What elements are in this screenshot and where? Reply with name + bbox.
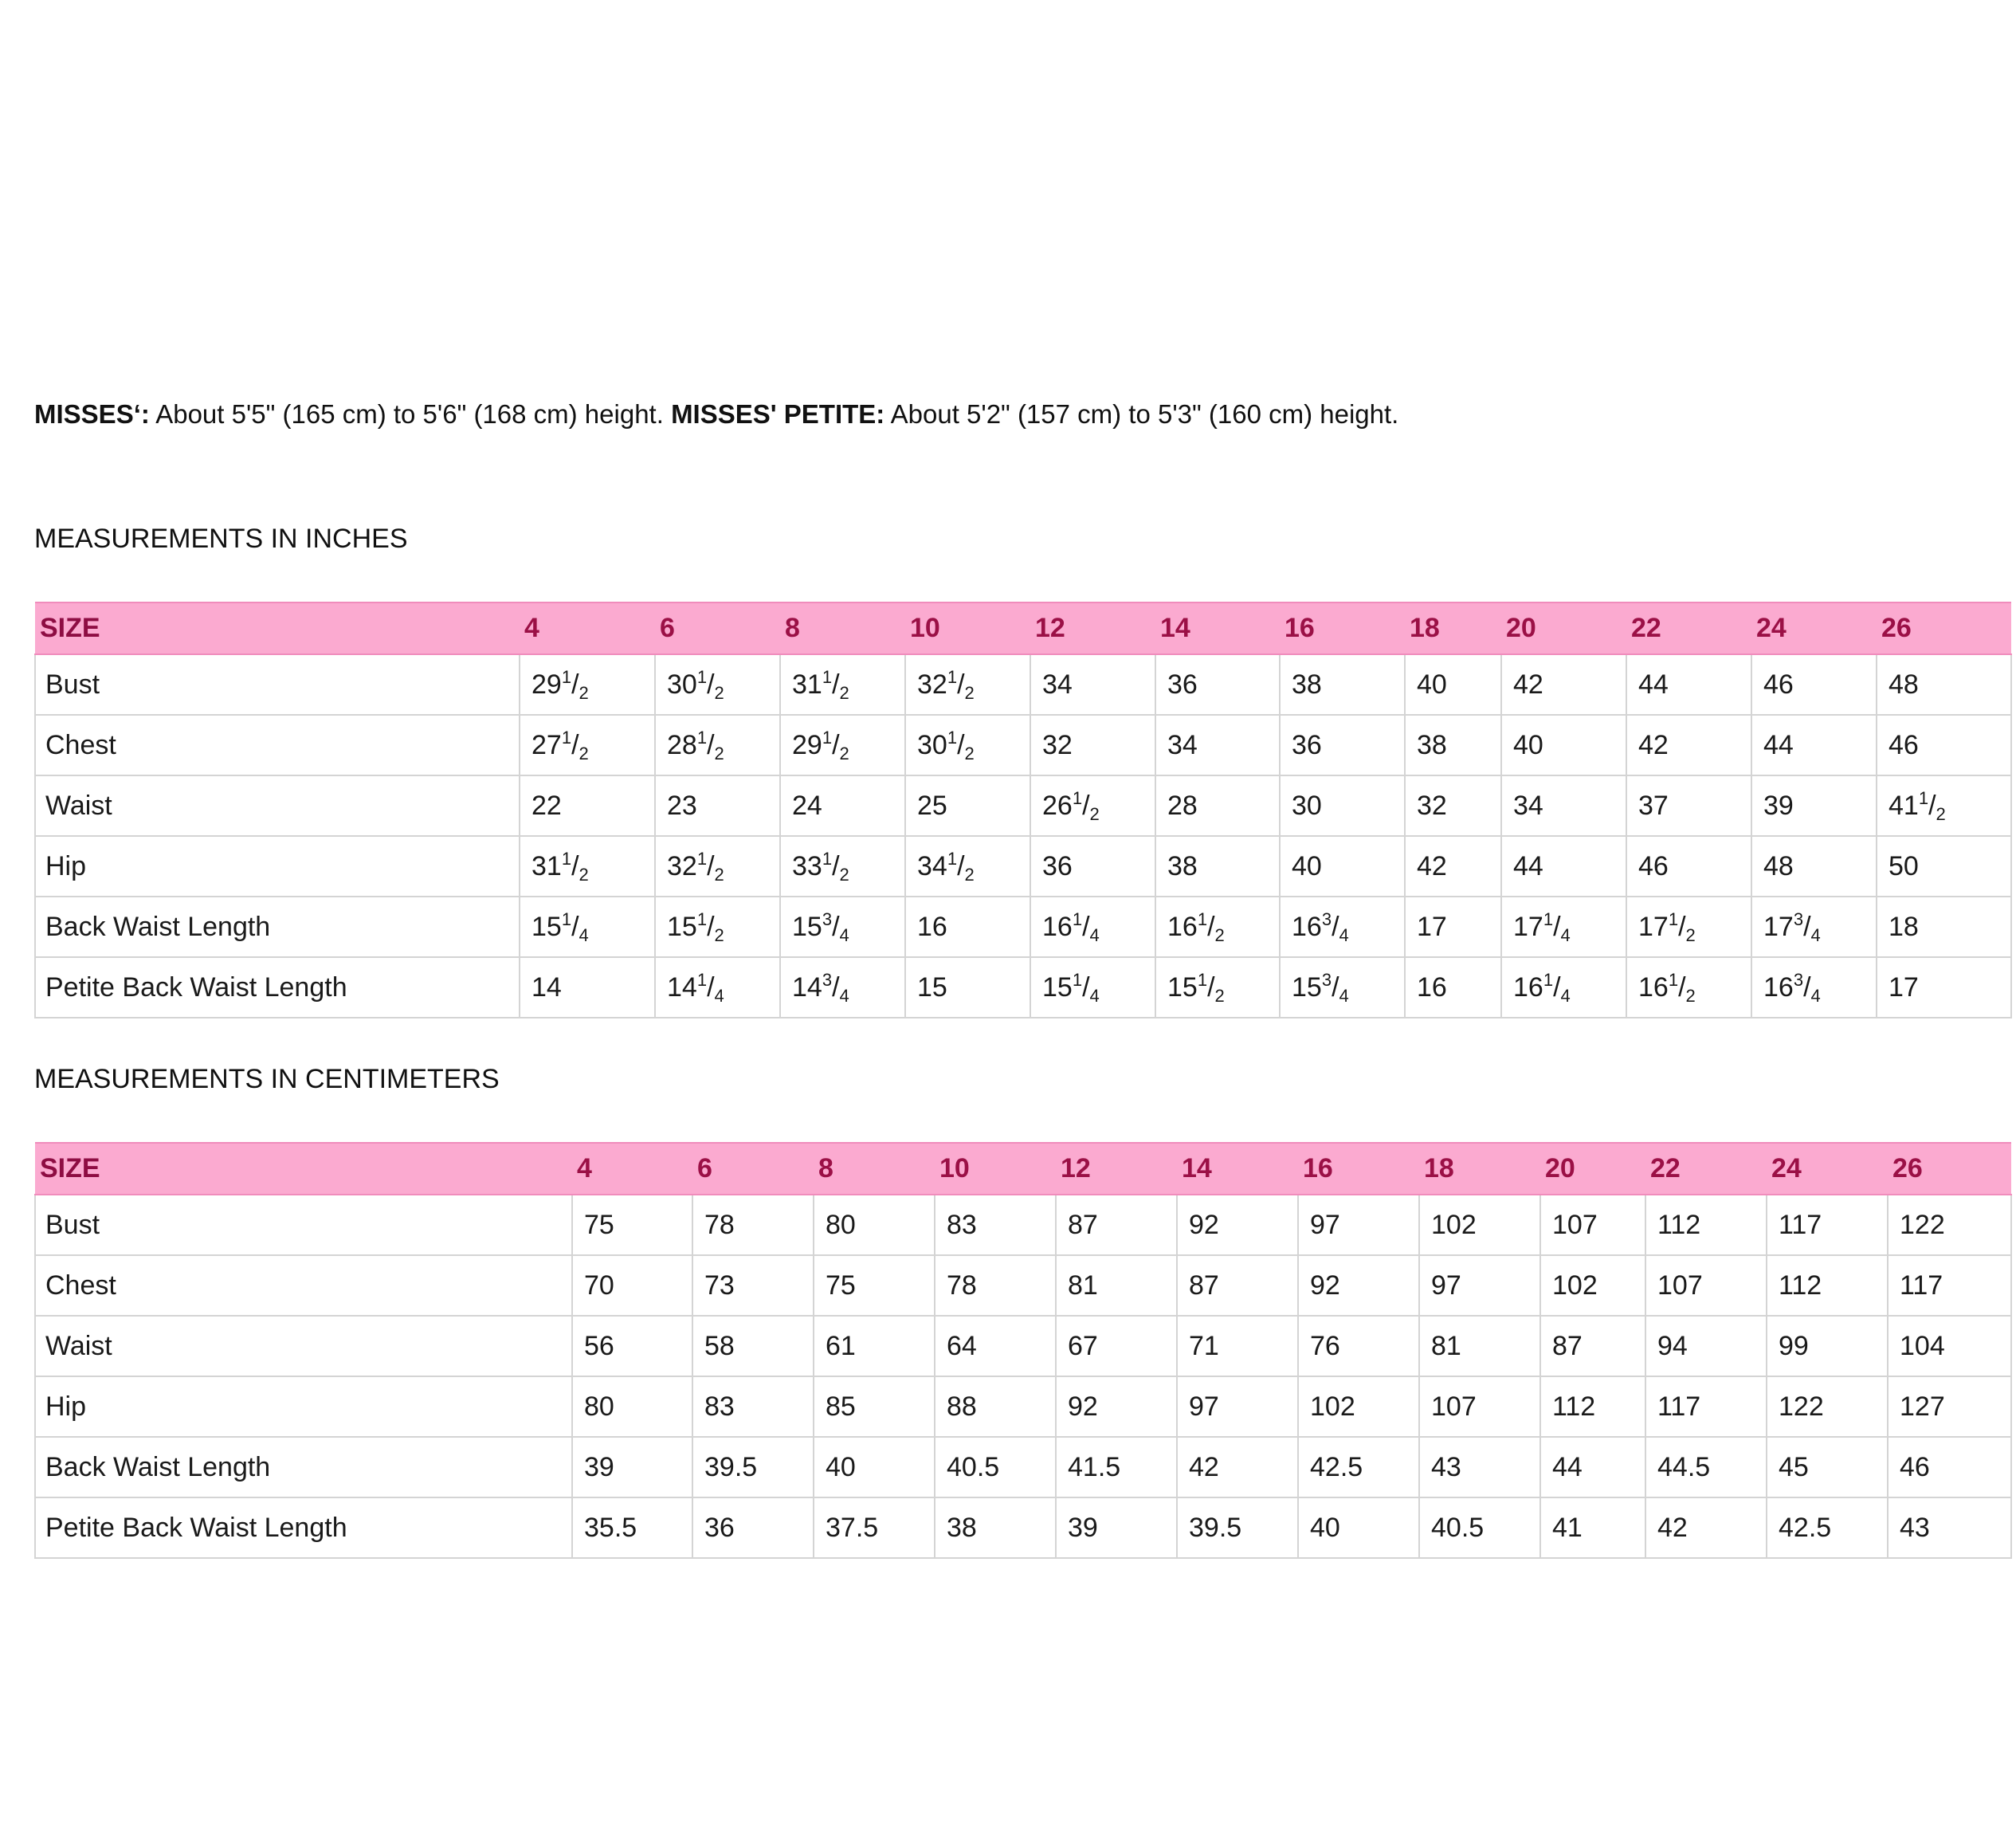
table-row: [35, 1437, 2011, 1497]
measurement-cell: 99: [1767, 1316, 1888, 1376]
measurement-cell: 17: [1877, 957, 2011, 1018]
measurement-cell: 75: [572, 1195, 692, 1255]
measurement-cell: 78: [935, 1255, 1056, 1316]
row-label: Hip: [35, 1376, 572, 1437]
inches-header-row: [35, 602, 2011, 654]
measurement-cell: 32: [1405, 775, 1501, 836]
size-column-header: 10: [905, 602, 1030, 654]
measurement-cell: $17^1/_2$: [1626, 897, 1751, 957]
size-column-header: 20: [1501, 602, 1626, 654]
measurement-cell: 78: [692, 1195, 814, 1255]
measurement-cell: $31^1/_2$: [780, 654, 905, 715]
size-column-header: 20: [1540, 1143, 1645, 1195]
measurement-cell: 38: [935, 1497, 1056, 1558]
measurement-cell: 56: [572, 1316, 692, 1376]
measurement-cell: 122: [1888, 1195, 2011, 1255]
measurement-cell: $15^1/_2$: [1155, 957, 1280, 1018]
row-label: Back Waist Length: [35, 897, 520, 957]
petite-height-text: About 5'2" (157 cm) to 5'3" (160 cm) height.: [884, 399, 1399, 429]
measurement-cell: 32: [1030, 715, 1155, 775]
measurement-cell: 41.5: [1056, 1437, 1177, 1497]
measurement-cell: 25: [905, 775, 1030, 836]
measurement-cell: 92: [1056, 1376, 1177, 1437]
measurement-cell: 35.5: [572, 1497, 692, 1558]
measurement-cell: 83: [935, 1195, 1056, 1255]
row-label: Petite Back Waist Length: [35, 1497, 572, 1558]
measurement-cell: 73: [692, 1255, 814, 1316]
size-column-header: 8: [814, 1143, 935, 1195]
measurement-cell: 117: [1767, 1195, 1888, 1255]
measurement-cell: 38: [1280, 654, 1405, 715]
row-label: Waist: [35, 775, 520, 836]
measurement-cell: $30^1/_2$: [655, 654, 780, 715]
measurement-cell: 34: [1155, 715, 1280, 775]
measurement-cell: 46: [1877, 715, 2011, 775]
row-label: Petite Back Waist Length: [35, 957, 520, 1018]
measurement-cell: 112: [1540, 1376, 1645, 1437]
measurement-cell: $17^3/_4$: [1751, 897, 1877, 957]
centimeters-header-row: [35, 1143, 2011, 1195]
measurement-cell: 46: [1626, 836, 1751, 897]
size-column-header: 12: [1030, 602, 1155, 654]
size-column-header: 18: [1419, 1143, 1540, 1195]
measurement-cell: 87: [1177, 1255, 1298, 1316]
measurement-cell: 15: [905, 957, 1030, 1018]
measurement-cell: 97: [1177, 1376, 1298, 1437]
measurement-cell: 45: [1767, 1437, 1888, 1497]
measurement-cell: 39.5: [692, 1437, 814, 1497]
measurement-cell: 61: [814, 1316, 935, 1376]
measurement-cell: 107: [1540, 1195, 1645, 1255]
measurement-cell: 102: [1419, 1195, 1540, 1255]
size-column-header: 16: [1298, 1143, 1419, 1195]
measurement-cell: $16^3/_4$: [1280, 897, 1405, 957]
measurement-cell: 24: [780, 775, 905, 836]
measurement-cell: $29^1/_2$: [520, 654, 655, 715]
measurement-cell: 14: [520, 957, 655, 1018]
measurement-cell: 16: [905, 897, 1030, 957]
measurement-cell: 88: [935, 1376, 1056, 1437]
size-column-header: 24: [1751, 602, 1877, 654]
table-row: [35, 1195, 2011, 1255]
size-column-header: 8: [780, 602, 905, 654]
size-column-header: 4: [572, 1143, 692, 1195]
measurement-cell: 70: [572, 1255, 692, 1316]
table-row: [35, 654, 2011, 715]
size-column-header: 14: [1155, 602, 1280, 654]
measurement-cell: $29^1/_2$: [780, 715, 905, 775]
measurement-cell: 97: [1419, 1255, 1540, 1316]
measurement-cell: 81: [1056, 1255, 1177, 1316]
size-column-header: 10: [935, 1143, 1056, 1195]
measurement-cell: 87: [1056, 1195, 1177, 1255]
measurement-cell: 40: [1501, 715, 1626, 775]
measurement-cell: 58: [692, 1316, 814, 1376]
measurement-cell: 44: [1540, 1437, 1645, 1497]
measurement-cell: 85: [814, 1376, 935, 1437]
measurement-cell: 44: [1501, 836, 1626, 897]
size-column-header: 26: [1888, 1143, 2011, 1195]
measurement-cell: $16^1/_4$: [1030, 897, 1155, 957]
measurement-cell: 39: [1056, 1497, 1177, 1558]
measurement-cell: 81: [1419, 1316, 1540, 1376]
measurement-cell: $15^1/_4$: [1030, 957, 1155, 1018]
measurement-cell: $26^1/_2$: [1030, 775, 1155, 836]
inches-section-title: MEASUREMENTS IN INCHES: [34, 524, 408, 554]
table-row: [35, 715, 2011, 775]
measurement-cell: 112: [1645, 1195, 1767, 1255]
measurement-cell: $32^1/_2$: [905, 654, 1030, 715]
measurement-cell: 34: [1501, 775, 1626, 836]
measurement-cell: 16: [1405, 957, 1501, 1018]
measurement-cell: 48: [1751, 836, 1877, 897]
measurement-cell: 39: [572, 1437, 692, 1497]
measurement-cell: $34^1/_2$: [905, 836, 1030, 897]
measurement-cell: $16^1/_2$: [1626, 957, 1751, 1018]
centimeters-table: [34, 1142, 2012, 1559]
measurement-cell: 42.5: [1298, 1437, 1419, 1497]
measurement-cell: 87: [1540, 1316, 1645, 1376]
measurement-cell: 44: [1751, 715, 1877, 775]
measurement-cell: 30: [1280, 775, 1405, 836]
measurement-cell: 46: [1751, 654, 1877, 715]
table-row: [35, 1255, 2011, 1316]
table-row: [35, 897, 2011, 957]
measurement-cell: $32^1/_2$: [655, 836, 780, 897]
measurement-cell: 46: [1888, 1437, 2011, 1497]
measurement-cell: 127: [1888, 1376, 2011, 1437]
measurement-cell: 94: [1645, 1316, 1767, 1376]
measurement-cell: 38: [1405, 715, 1501, 775]
measurement-cell: $30^1/_2$: [905, 715, 1030, 775]
measurement-cell: 43: [1419, 1437, 1540, 1497]
measurement-cell: 92: [1298, 1255, 1419, 1316]
measurement-cell: 42: [1645, 1497, 1767, 1558]
measurement-cell: 28: [1155, 775, 1280, 836]
measurement-cell: 42: [1626, 715, 1751, 775]
measurement-cell: 117: [1888, 1255, 2011, 1316]
size-column-header: 26: [1877, 602, 2011, 654]
measurement-cell: 117: [1645, 1376, 1767, 1437]
measurement-cell: 104: [1888, 1316, 2011, 1376]
measurement-cell: 39.5: [1177, 1497, 1298, 1558]
table-row: [35, 1497, 2011, 1558]
measurement-cell: 122: [1767, 1376, 1888, 1437]
measurement-cell: 97: [1298, 1195, 1419, 1255]
measurement-cell: $14^3/_4$: [780, 957, 905, 1018]
measurement-cell: 40.5: [935, 1437, 1056, 1497]
measurement-cell: 42.5: [1767, 1497, 1888, 1558]
size-header: SIZE: [35, 1143, 572, 1195]
measurement-cell: 39: [1751, 775, 1877, 836]
row-label: Bust: [35, 1195, 572, 1255]
measurement-cell: 41: [1540, 1497, 1645, 1558]
measurement-cell: 50: [1877, 836, 2011, 897]
table-row: [35, 836, 2011, 897]
measurement-cell: 22: [520, 775, 655, 836]
measurement-cell: 17: [1405, 897, 1501, 957]
measurement-cell: 18: [1877, 897, 2011, 957]
misses-height-text: About 5'5" (165 cm) to 5'6" (168 cm) height.: [149, 399, 672, 429]
size-column-header: 6: [655, 602, 780, 654]
measurement-cell: $33^1/_2$: [780, 836, 905, 897]
size-column-header: 16: [1280, 602, 1405, 654]
measurement-cell: 64: [935, 1316, 1056, 1376]
measurement-cell: 107: [1645, 1255, 1767, 1316]
measurement-cell: 107: [1419, 1376, 1540, 1437]
measurement-cell: $16^3/_4$: [1751, 957, 1877, 1018]
measurement-cell: $27^1/_2$: [520, 715, 655, 775]
measurement-cell: $15^1/_4$: [520, 897, 655, 957]
misses-label: MISSES‘:: [34, 399, 150, 429]
measurement-cell: $31^1/_2$: [520, 836, 655, 897]
measurement-cell: 43: [1888, 1497, 2011, 1558]
measurement-cell: 36: [1030, 836, 1155, 897]
size-column-header: 12: [1056, 1143, 1177, 1195]
measurement-cell: $16^1/_4$: [1501, 957, 1626, 1018]
size-column-header: 22: [1626, 602, 1751, 654]
measurement-cell: 37: [1626, 775, 1751, 836]
inches-table: [34, 602, 2012, 1018]
size-column-header: 18: [1405, 602, 1501, 654]
row-label: Back Waist Length: [35, 1437, 572, 1497]
measurement-cell: 40: [1405, 654, 1501, 715]
measurement-cell: 102: [1298, 1376, 1419, 1437]
measurement-cell: 83: [692, 1376, 814, 1437]
measurement-cell: $16^1/_2$: [1155, 897, 1280, 957]
measurement-cell: 42: [1177, 1437, 1298, 1497]
measurement-cell: 36: [1155, 654, 1280, 715]
measurement-cell: 40.5: [1419, 1497, 1540, 1558]
measurement-cell: 75: [814, 1255, 935, 1316]
measurement-cell: 40: [1298, 1497, 1419, 1558]
measurement-cell: 23: [655, 775, 780, 836]
measurement-cell: 92: [1177, 1195, 1298, 1255]
size-column-header: 22: [1645, 1143, 1767, 1195]
table-row: [35, 1376, 2011, 1437]
measurement-cell: 80: [814, 1195, 935, 1255]
measurement-cell: 71: [1177, 1316, 1298, 1376]
measurement-cell: $17^1/_4$: [1501, 897, 1626, 957]
measurement-cell: 102: [1540, 1255, 1645, 1316]
measurement-cell: 48: [1877, 654, 2011, 715]
measurement-cell: $15^3/_4$: [1280, 957, 1405, 1018]
measurement-cell: $15^1/_2$: [655, 897, 780, 957]
size-header: SIZE: [35, 602, 520, 654]
size-column-header: 4: [520, 602, 655, 654]
measurement-cell: 67: [1056, 1316, 1177, 1376]
measurement-cell: 34: [1030, 654, 1155, 715]
table-row: [35, 1316, 2011, 1376]
row-label: Bust: [35, 654, 520, 715]
measurement-cell: $15^3/_4$: [780, 897, 905, 957]
table-row: [35, 775, 2011, 836]
measurement-cell: 42: [1501, 654, 1626, 715]
measurement-cell: 44: [1626, 654, 1751, 715]
measurement-cell: 38: [1155, 836, 1280, 897]
measurement-cell: 76: [1298, 1316, 1419, 1376]
measurement-cell: 36: [1280, 715, 1405, 775]
row-label: Chest: [35, 1255, 572, 1316]
measurement-cell: $41^1/_2$: [1877, 775, 2011, 836]
measurement-cell: 42: [1405, 836, 1501, 897]
size-column-header: 6: [692, 1143, 814, 1195]
measurement-cell: 36: [692, 1497, 814, 1558]
petite-label: MISSES' PETITE:: [671, 399, 885, 429]
measurement-cell: 44.5: [1645, 1437, 1767, 1497]
row-label: Hip: [35, 836, 520, 897]
measurement-cell: 37.5: [814, 1497, 935, 1558]
row-label: Chest: [35, 715, 520, 775]
measurement-cell: 112: [1767, 1255, 1888, 1316]
measurement-cell: $28^1/_2$: [655, 715, 780, 775]
measurement-cell: 40: [1280, 836, 1405, 897]
intro-text: [34, 396, 1398, 433]
measurement-cell: $14^1/_4$: [655, 957, 780, 1018]
table-row: [35, 957, 2011, 1018]
measurement-cell: 80: [572, 1376, 692, 1437]
measurement-cell: 40: [814, 1437, 935, 1497]
size-column-header: 14: [1177, 1143, 1298, 1195]
centimeters-section-title: MEASUREMENTS IN CENTIMETERS: [34, 1064, 500, 1094]
row-label: Waist: [35, 1316, 572, 1376]
size-column-header: 24: [1767, 1143, 1888, 1195]
